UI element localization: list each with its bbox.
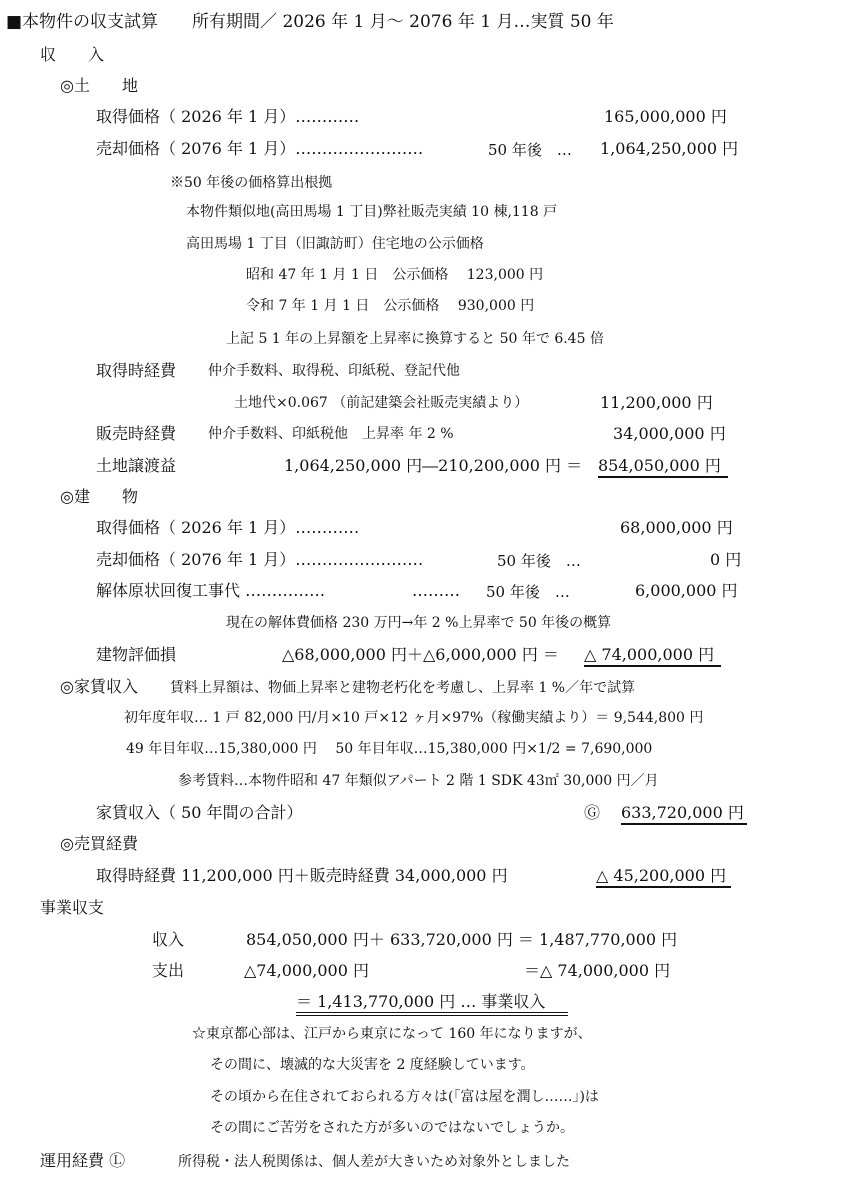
business-result: ＝ 1,413,770,000 円 … 事業収入	[296, 994, 568, 1016]
building-heading: ◎建 物	[60, 487, 138, 506]
rent-line: 初年度年収… 1 戸 82,000 円/月×10 戸×12 ヶ月×97%（稼働実績より）＝ 9,544,800 円	[124, 710, 704, 726]
land-sale-exp-label: 販売時経費	[96, 424, 177, 443]
building-acq-value: 68,000,000 円	[620, 518, 733, 537]
building-demo-value: 6,000,000 円	[635, 581, 738, 600]
land-basis-line: 本物件類似地(高田馬場 1 丁目)弊社販売実績 10 棟,118 戸	[186, 204, 558, 220]
land-basis-title: ※50 年後の価格算出根拠	[170, 175, 333, 191]
rent-total-value: 633,720,000 円	[621, 805, 747, 825]
business-note: その間に、壊滅的な大災害を 2 度経験しています。	[210, 1057, 535, 1073]
business-note: その頃から在住されておられる方々は(「富は屋を潤し……」)は	[210, 1089, 599, 1105]
business-note: ☆東京都心部は、江戸から東京になって 160 年になりますが、	[192, 1026, 592, 1042]
land-gain-value: 854,050,000 円	[598, 458, 728, 478]
building-sale-mid: 50 年後 …	[497, 552, 581, 570]
trade-exp-formula: 取得時経費 11,200,000 円＋販売時経費 34,000,000 円	[96, 866, 508, 885]
land-acq-exp-desc: 仲介手数料、取得税、印紙税、登記代他	[208, 363, 460, 379]
building-demo-label: 解体原状回復工事代 ……………	[96, 581, 326, 600]
land-gain-formula: 1,064,250,000 円―210,200,000 円 ＝	[284, 456, 583, 475]
land-acq-label: 取得価格（ 2026 年 1 月）…………	[96, 107, 360, 126]
building-acq-label: 取得価格（ 2026 年 1 月）…………	[96, 518, 360, 537]
land-sale-value: 1,064,250,000 円	[600, 139, 739, 158]
land-basis-line: 上記 5 1 年の上昇額を上昇率に換算すると 50 年で 6.45 倍	[226, 331, 604, 347]
operating-label: 運用経費 Ⓛ	[40, 1151, 126, 1170]
rent-total-label: 家賃収入（ 50 年間の合計）	[96, 803, 303, 822]
building-demo-dots: ………	[412, 581, 460, 600]
building-demo-note: 現在の解体費価格 230 万円→年 2 %上昇率で 50 年後の概算	[226, 615, 612, 631]
rent-desc: 賃料上昇額は、物価上昇率と建物老朽化を考慮し、上昇率 1 %／年で試算	[170, 680, 636, 696]
building-sale-value: 0 円	[710, 550, 742, 569]
business-note: その間にご苦労をされた方が多いのではないでしょうか。	[210, 1120, 574, 1136]
land-acq-exp-value: 11,200,000 円	[600, 393, 713, 412]
land-basis-line: 令和 7 年 1 月 1 日 公示価格 930,000 円	[246, 298, 535, 314]
building-loss-value: △ 74,000,000 円	[584, 647, 721, 667]
business-heading: 事業収支	[40, 898, 105, 917]
land-acq-exp-label: 取得時経費	[96, 361, 177, 380]
trade-exp-value: △ 45,200,000 円	[596, 868, 731, 888]
land-acq-value: 165,000,000 円	[604, 107, 727, 126]
rent-heading: ◎家賃収入	[60, 677, 138, 696]
land-sale-mid: 50 年後 …	[488, 141, 572, 159]
land-acq-exp-formula: 土地代×0.067 （前記建築会社販売実績より）	[234, 395, 529, 411]
page-header: ■本物件の収支試算 所有期間／ 2026 年 1 月～ 2076 年 1 月…実質 50 年	[6, 12, 614, 32]
land-basis-line: 昭和 47 年 1 月 1 日 公示価格 123,000 円	[246, 267, 544, 283]
building-demo-mid: 50 年後 …	[486, 583, 570, 601]
business-income-formula: 854,050,000 円＋ 633,720,000 円 ＝ 1,487,770,000 円	[246, 930, 678, 949]
business-expense-b: ＝△ 74,000,000 円	[524, 961, 671, 980]
business-income-label: 収入	[152, 930, 185, 949]
land-gain-label: 土地譲渡益	[96, 456, 177, 475]
business-expense-a: △74,000,000 円	[244, 961, 370, 980]
rent-line: 49 年目年収…15,380,000 円 50 年目年収…15,380,000 円×1/2 = 7,690,000	[126, 741, 653, 757]
land-heading: ◎土 地	[60, 76, 138, 95]
rent-line: 参考賃料…本物件昭和 47 年類似アパート 2 階 1 SDK 43㎡ 30,000 円／月	[178, 773, 659, 789]
building-loss-formula: △68,000,000 円＋△6,000,000 円 ＝	[282, 645, 559, 664]
trade-exp-heading: ◎売買経費	[60, 834, 138, 853]
land-sale-exp-value: 34,000,000 円	[613, 424, 726, 443]
income-heading: 収 入	[40, 45, 105, 64]
land-sale-label: 売却価格（ 2076 年 1 月）……………………	[96, 139, 424, 158]
building-loss-label: 建物評価損	[96, 645, 177, 664]
land-basis-line: 高田馬場 1 丁目（旧諏訪町）住宅地の公示価格	[186, 236, 484, 252]
building-sale-label: 売却価格（ 2076 年 1 月）……………………	[96, 550, 424, 569]
business-expense-label: 支出	[152, 961, 185, 980]
land-sale-exp-desc: 仲介手数料、印紙税他 上昇率 年 2 %	[208, 426, 454, 442]
rent-total-mark: Ⓖ	[584, 803, 601, 822]
operating-desc: 所得税・法人税関係は、個人差が大きいため対象外としました	[178, 1154, 570, 1170]
